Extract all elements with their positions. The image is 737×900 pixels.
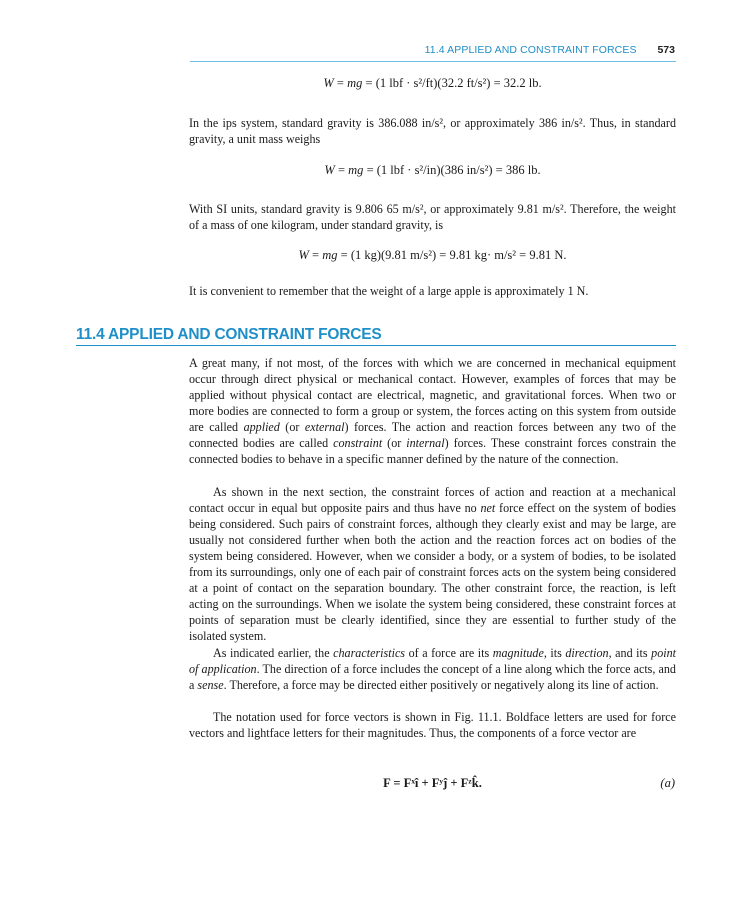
running-head-title: 11.4 APPLIED AND CONSTRAINT FORCES <box>424 44 637 56</box>
section-rule <box>76 345 676 346</box>
running-head-rule <box>190 61 676 62</box>
equation-force-vector: F = Fˣî + Fʸĵ + Fᶻk̂. <box>383 776 482 790</box>
equation-weight-ft: W = mg = (1 lbf · s²/ft)(32.2 ft/s²) = 32.2 lb. <box>323 76 542 90</box>
paragraph-apple: It is convenient to remember that the weight of a large apple is approximately 1 N. <box>189 284 589 298</box>
paragraph-characteristics: As indicated earlier, the characteristics of a force are its magnitude, its direction, and its point of application. The direction of a force includes the concept of a line along which the force acts, and a sense. Therefore, a force may be directed either positively or negatively along its line of action. <box>189 646 677 693</box>
section-heading: 11.4 APPLIED AND CONSTRAINT FORCES <box>76 326 382 343</box>
paragraph-ips: In the ips system, standard gravity is 386.088 in/s², or approximately 386 in/s². Thus, in standard gravity, a unit mass weighs <box>189 116 676 147</box>
equation-weight-in: W = mg = (1 lbf · s²/in)(386 in/s²) = 386 lb. <box>324 163 541 177</box>
paragraph-applied-constraint: A great many, if not most, of the forces with which we are concerned in mechanical equipment occur through direct physical or mechanical contact. However, examples of forces that may be applied without physical contact are electrical, magnetic, and gravitational forces. When two or more bodies are connected to form a group or system, the forces acting on this system from outside are called applied (or external) forces. The action and reaction forces between any two of the connected bodies are called constraint (or internal) forces. These constraint forces constrain the connected bodies to behave in a specific manner defined by the nature of the connection. <box>189 356 677 467</box>
paragraph-notation: The notation used for force vectors is shown in Fig. 11.1. Boldface letters are used for force vectors and lightface letters for their magnitudes. Thus, the components of a force vector are <box>189 710 676 741</box>
running-head <box>0 44 675 56</box>
paragraph-action-reaction: As shown in the next section, the constraint forces of action and reaction at a mechanical contact occur in equal but opposite pairs and thus have no net force effect on the system of bodies being considered. Such pairs of constraint forces, although they clearly exist and may be large, are usually not considered further when both the action and the reaction forces act on bodies of the system being considered. However, when we consider a body, or a system of bodies, to be isolated from its surroundings, only one of each pair of constraint forces acts on the system being considered at a point of contact on the separation boundary. The other constraint force, the reaction, is left acting on the surroundings. When we isolate the system being considered, these constraint forces at points of separation must be clearly identified, since they are essential to further study of the isolated system. <box>189 485 676 644</box>
paragraph-si: With SI units, standard gravity is 9.806 65 m/s², or approximately 9.81 m/s². Therefore, the weight of a mass of one kilogram, under standard gravity, is <box>189 202 676 233</box>
equation-label: (a) <box>660 776 675 790</box>
equation-weight-si: W = mg = (1 kg)(9.81 m/s²) = 9.81 kg· m/s² = 9.81 N. <box>298 248 567 262</box>
page-number: 573 <box>657 44 675 56</box>
